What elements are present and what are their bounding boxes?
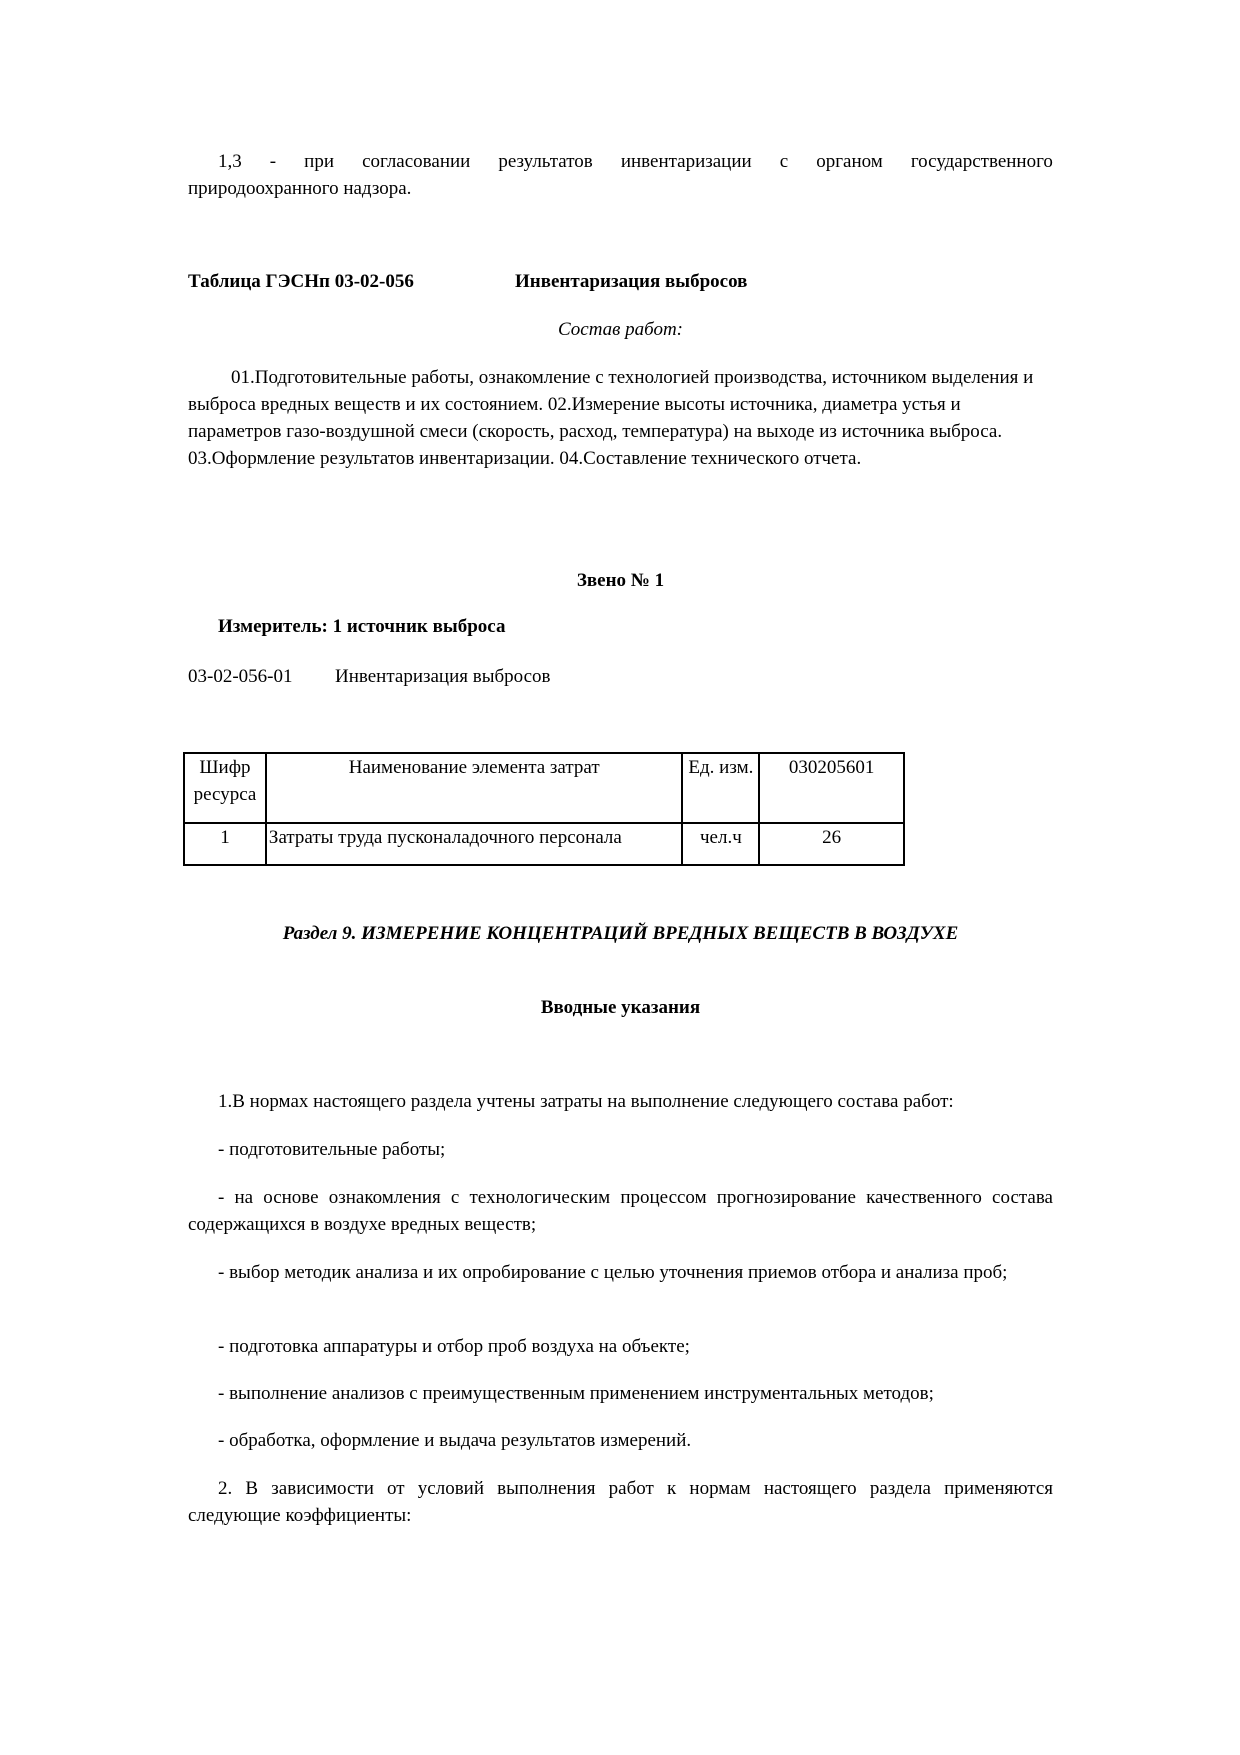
header-cell-unit: Ед. изм. bbox=[682, 753, 759, 823]
intro-word: результатов bbox=[498, 151, 593, 172]
intro-word: инвентаризации bbox=[620, 151, 752, 172]
intro-word: согласовании bbox=[362, 151, 471, 172]
intro-word: органом bbox=[816, 151, 883, 172]
paragraph-5: - подготовка аппаратуры и отбор проб воздуха на объекте; bbox=[218, 1336, 690, 1357]
work-text: 01.Подготовительные работы, ознакомление с технологией производства, источником выделения и выброса вредных веществ и их состоянием. 02.Измерение высоты источника, диаметра устья и параметров газо-воздушной смеси (скорость, расход, температура) на выходе из источника выброса. 03.Оформление результатов инвентаризации. 04.Составление технического отчета. bbox=[188, 367, 1034, 469]
table-row bbox=[184, 823, 904, 865]
intro-word: при bbox=[304, 151, 335, 172]
paragraph-7: - обработка, оформление и выдача результатов измерений. bbox=[218, 1430, 692, 1451]
section-title: Раздел 9. ИЗМЕРЕНИЕ КОНЦЕНТРАЦИЙ ВРЕДНЫХ ВЕЩЕСТВ В ВОЗДУХЕ bbox=[282, 923, 959, 944]
cell-name: Затраты труда пусконаладочного персонала bbox=[266, 823, 683, 865]
cell-code: 1 bbox=[184, 823, 266, 865]
intro-word: с bbox=[779, 151, 789, 172]
header-cell-code: Шифр ресурса bbox=[184, 753, 266, 823]
intro-word: 1,3 bbox=[218, 151, 242, 172]
paragraph-3: - на основе ознакомления с технологическим процессом прогнозирование качественного состава содержащихся в воздухе вредных веществ; bbox=[188, 1187, 1053, 1235]
paragraph-1: 1.В нормах настоящего раздела учтены затраты на выполнение следующего состава работ: bbox=[218, 1091, 954, 1112]
norm-name: Инвентаризация выбросов bbox=[335, 666, 551, 687]
paragraph-6: - выполнение анализов с преимущественным применением инструментальных методов; bbox=[218, 1383, 934, 1404]
paragraph-8: 2. В зависимости от условий выполнения работ к нормам настоящего раздела применяются следующие коэффициенты: bbox=[188, 1478, 1053, 1526]
intro-line-2: природоохранного надзора. bbox=[188, 178, 412, 199]
header-cell-norm: 030205601 bbox=[759, 753, 904, 823]
norm-line bbox=[188, 663, 1053, 690]
paragraph-2: - подготовительные работы; bbox=[218, 1139, 446, 1160]
table-header-row bbox=[184, 753, 904, 823]
work-heading: Состав работ: bbox=[557, 319, 684, 340]
intro-paragraph bbox=[188, 148, 1053, 202]
intro-heading: Вводные указания bbox=[540, 997, 701, 1018]
header-cell-name: Наименование элемента затрат bbox=[266, 753, 683, 823]
cell-value: 26 bbox=[759, 823, 904, 865]
meter-line: Измеритель: 1 источник выброса bbox=[218, 616, 506, 637]
intro-word: государственного bbox=[910, 151, 1053, 172]
crew-title: Звено № 1 bbox=[576, 570, 665, 591]
intro-word: - bbox=[269, 151, 277, 172]
paragraph-4: - выбор методик анализа и их опробирование с целью уточнения приемов отбора и анализа проб; bbox=[218, 1262, 1008, 1283]
costs-table bbox=[183, 752, 905, 866]
intro-line-1 bbox=[188, 148, 1053, 175]
norm-code: 03-02-056-01 bbox=[188, 666, 293, 687]
table-title: Инвентаризация выбросов bbox=[515, 271, 748, 292]
table-code: Таблица ГЭСНп 03-02-056 bbox=[188, 271, 414, 292]
cell-unit: чел.ч bbox=[682, 823, 759, 865]
